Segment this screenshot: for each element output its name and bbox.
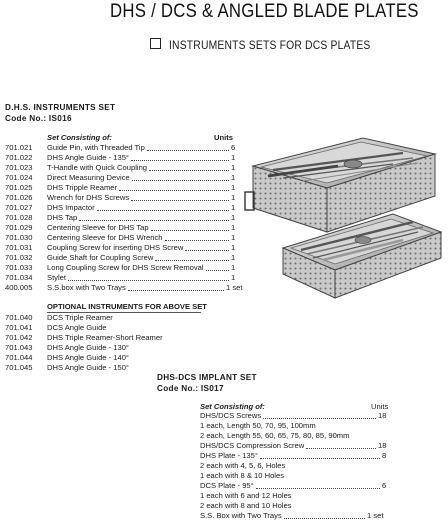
item-code: 701.042 (5, 333, 33, 342)
item-units: 1 set (226, 283, 243, 292)
table-row (5, 273, 237, 283)
table-row (5, 243, 237, 253)
item-code: 701.029 (5, 223, 33, 232)
dotted-leader (206, 263, 229, 271)
dotted-leader (147, 143, 229, 151)
item-description: 2 each, Length 55, 60, 65, 75, 80, 85, 90mm (200, 431, 350, 440)
item-units: 6 (231, 143, 236, 152)
table-row (5, 153, 237, 163)
dhs-set-heading: D.H.S. INSTRUMENTS SET (5, 103, 116, 112)
item-description: 1 each, Length 50, 70, 95, 100mm (200, 421, 316, 430)
item-description: T-Handle with Quick Coupling (47, 163, 148, 172)
section-checkbox-icon (150, 38, 161, 49)
list-item (200, 451, 390, 461)
item-code: 701.027 (5, 203, 33, 212)
item-units: 1 (231, 183, 236, 192)
item-units: 18 (378, 411, 387, 420)
list-item (200, 471, 390, 481)
item-code: 701.040 (5, 313, 33, 322)
item-code: 701.025 (5, 183, 33, 192)
item-code: 701.021 (5, 143, 33, 152)
dotted-leader (131, 193, 229, 201)
implant-set-units-label: Units (371, 402, 389, 411)
list-item (200, 511, 390, 521)
item-description: Guide Pin, with Threaded Tip (47, 143, 145, 152)
list-item (200, 501, 390, 511)
instrument-box-photo (243, 136, 443, 304)
item-units: 1 (231, 223, 236, 232)
table-row (5, 263, 237, 273)
dotted-leader (151, 223, 229, 231)
list-item (200, 441, 390, 451)
item-description: S.S. Box with Two Trays (200, 511, 282, 520)
item-description: Centering Sleeve for DHS Tap (47, 223, 149, 232)
table-row (5, 223, 237, 233)
dotted-leader (165, 233, 229, 241)
item-code: 701.028 (5, 213, 33, 222)
item-units: 1 (231, 213, 236, 222)
item-description: DHS Angle Guide - 135° (47, 153, 129, 162)
item-description: DHS Triple Reamer-Short Reamer (47, 333, 163, 342)
item-code: 701.022 (5, 153, 33, 162)
item-units: 1 (231, 243, 236, 252)
table-row (5, 253, 237, 263)
item-description: 1 each with 6 and 12 Holes (200, 491, 292, 500)
dotted-leader (155, 253, 229, 261)
item-description: DHS Angle Guide - 130° (47, 343, 129, 352)
item-units: 1 (231, 163, 236, 172)
section-subtitle: INSTRUMENTS SETS FOR DCS PLATES (169, 40, 371, 52)
list-item (200, 491, 390, 501)
list-item (200, 411, 390, 421)
optional-heading: OPTIONAL INSTRUMENTS FOR ABOVE SET (47, 302, 207, 311)
item-description: DCS Triple Reamer (47, 313, 113, 322)
item-code: 701.024 (5, 173, 33, 182)
dotted-leader (256, 481, 380, 489)
dotted-leader (185, 243, 229, 251)
dotted-leader (306, 441, 376, 449)
item-description: DHS Angle Guide - 150° (47, 363, 129, 372)
item-description: Direct Measuring Device (47, 173, 130, 182)
table-row (5, 173, 237, 183)
item-code: 701.026 (5, 193, 33, 202)
dotted-leader (79, 213, 229, 221)
list-item (200, 461, 390, 471)
item-code: 701.045 (5, 363, 33, 372)
item-description: DHS Tap (47, 213, 78, 222)
item-code: 701.023 (5, 163, 33, 172)
dotted-leader (263, 411, 376, 419)
table-row (5, 233, 237, 243)
table-row (5, 203, 237, 213)
item-description: Stylet (47, 273, 66, 282)
item-units: 18 (378, 441, 387, 450)
item-code: 701.032 (5, 253, 33, 262)
item-description: DHS Impactor (47, 203, 95, 212)
table-row (5, 183, 237, 193)
item-units: 1 set (367, 511, 384, 520)
item-description: Long Coupling Screw for DHS Screw Removal (47, 263, 204, 272)
item-description: Guide Shaft for Coupling Screw (47, 253, 154, 262)
dotted-leader (284, 511, 365, 519)
item-units: 1 (231, 273, 236, 282)
dhs-set-units-label: Units (214, 133, 233, 142)
item-units: 1 (231, 193, 236, 202)
item-description: 1 each with 8 & 10 Holes (200, 471, 285, 480)
implant-set-consisting-label: Set Consisting of: (200, 402, 265, 411)
list-item (200, 431, 390, 441)
item-code: 701.034 (5, 273, 33, 282)
dotted-leader (149, 163, 229, 171)
dhs-set-consisting-label: Set Consisting of: (47, 133, 112, 142)
dotted-leader (132, 173, 229, 181)
list-item (200, 421, 390, 431)
page-title: DHS / DCS & ANGLED BLADE PLATES (110, 0, 419, 22)
item-description: Coupling Screw for inserting DHS Screw (47, 243, 184, 252)
table-row (5, 283, 243, 293)
item-units: 6 (382, 481, 387, 490)
item-code: 701.031 (5, 243, 33, 252)
item-description: DHS Tripple Reamer (47, 183, 118, 192)
table-row (5, 143, 237, 153)
implant-set-heading: DHS-DCS IMPLANT SET (157, 373, 257, 382)
dotted-leader (128, 283, 224, 291)
table-row (5, 193, 237, 203)
implant-set-code: Code No.: IS017 (157, 384, 224, 393)
item-description: DHS/DCS Compression Screw (200, 441, 305, 450)
item-description: 2 each with 4, 5, 6, Holes (200, 461, 286, 470)
item-description: DHS Angle Guide - 140° (47, 353, 129, 362)
dotted-leader (131, 153, 229, 161)
item-description: DCS Plate - 95° (200, 481, 254, 490)
item-description: S.S.box with Two Trays (47, 283, 126, 292)
item-description: DHS Plate - 135° (200, 451, 258, 460)
table-row (5, 213, 237, 223)
item-code: 701.033 (5, 263, 33, 272)
list-item (200, 481, 390, 491)
item-units: 1 (231, 173, 236, 182)
dotted-leader (97, 203, 229, 211)
dotted-leader (119, 183, 229, 191)
dotted-leader (260, 451, 380, 459)
item-units: 1 (231, 253, 236, 262)
item-description: 2 each with 8 and 10 Holes (200, 501, 292, 510)
dotted-leader (68, 273, 229, 281)
item-code: 701.044 (5, 353, 33, 362)
item-description: DCS Angle Guide (47, 323, 107, 332)
item-units: 1 (231, 153, 236, 162)
item-description: Wrench for DHS Screws (47, 193, 130, 202)
item-units: 1 (231, 233, 236, 242)
item-units: 1 (231, 203, 236, 212)
item-description: Centering Sleeve for DHS Wrench (47, 233, 163, 242)
item-units: 8 (382, 451, 387, 460)
item-description: DHS/DCS Screws (200, 411, 262, 420)
item-code: 701.043 (5, 343, 33, 352)
item-code: 701.041 (5, 323, 33, 332)
item-code: 400.005 (5, 283, 33, 292)
item-units: 1 (231, 263, 236, 272)
table-row (5, 163, 237, 173)
dhs-set-code: Code No.: IS016 (5, 114, 72, 123)
item-code: 701.030 (5, 233, 33, 242)
